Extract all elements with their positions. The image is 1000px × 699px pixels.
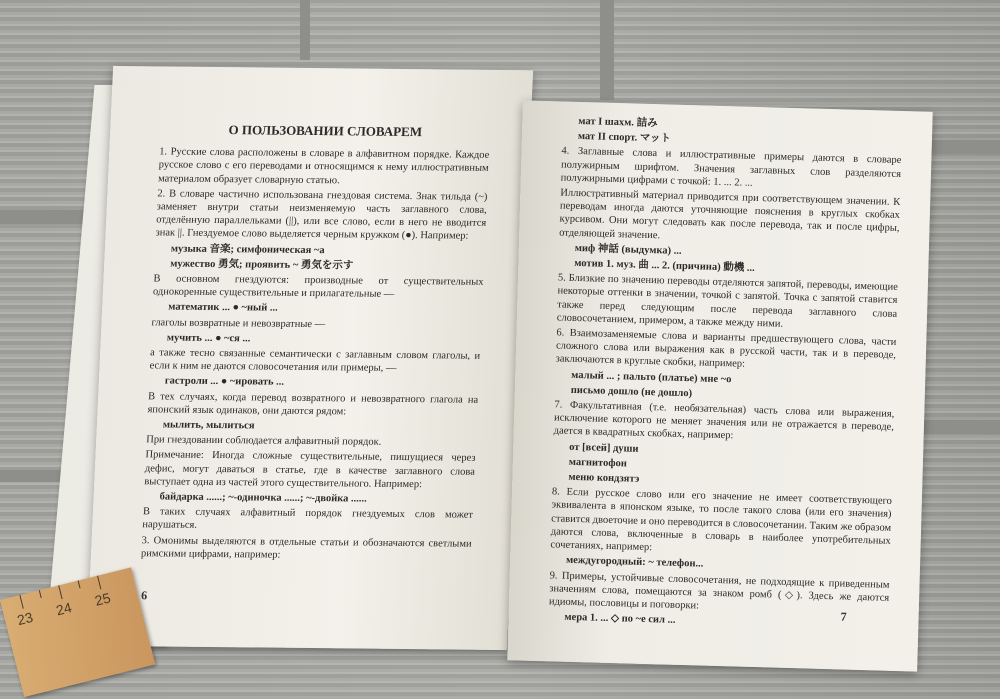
- paragraph: 5. Близкие по значению переводы отделяются запятой, переводы, имеющие некоторые оттенки в значении, точкой с запятой. Точка с запятой ставится также перед следующим после перевода заглавного слова словосочетанием, примером, а также между ними.: [556, 272, 898, 330]
- page-number: 7: [840, 609, 847, 624]
- left-page-text: [141, 66, 493, 565]
- paragraph: Примечание: Иногда сложные существительные, пишущиеся через дефис, могут даваться в статье, где в качестве заглавного слова выступает одна из частей этого существительного. Например:: [144, 449, 476, 491]
- right-page-text: [548, 113, 902, 635]
- paragraph: 6. Взаимозаменяемые слова и варианты предшествующего слова, части сложного слова или выражения как в русской части, так и в переводе, заключаются в круглые скобки, например:: [555, 327, 897, 371]
- paragraph: При гнездовании соблюдается алфавитный порядок.: [145, 434, 382, 449]
- mortar-line: [300, 0, 310, 60]
- paragraph: 3. Омонимы выделяются в отдельные статьи и обозначаются светлыми римскими цифрами, например:: [140, 534, 472, 561]
- paragraph: 4. Заглавные слова и иллюстративные примеры даются в словаре полужирным шрифтом. Значения заглавных слов разделяются полужирными цифрами с точкой: 1. ... 2. ...: [560, 145, 902, 189]
- right-page: [507, 100, 932, 671]
- ruler-tick: [97, 576, 101, 590]
- paragraph: а также тесно связанные семантически с заглавным словом глаголы, и если к ним не даются словосочетания или примеры, —: [149, 347, 481, 375]
- example-entry: мерa 1. ... ◇ по ~е сил ...: [564, 611, 676, 626]
- example-entry: междугородный: ~ телефон...: [565, 555, 704, 570]
- page-number: 6: [140, 588, 148, 603]
- paragraph: В тех случаях, когда перевод возвратного и невозвратного глагола на японский язык одинаков, они даются рядом:: [147, 390, 479, 418]
- example-entry: гастроли ... ● ~ировать ...: [164, 375, 285, 389]
- paragraph: глаголы возвратные и невозвратные —: [151, 316, 326, 330]
- example-entry: байдарка ......; ~-одиночка ......; ~-двойка ......: [159, 491, 367, 505]
- example-entry: мучить ... ● ~ся ...: [166, 332, 251, 345]
- example-entry: мат I шахм. 詰み: [578, 115, 658, 130]
- example-entry: миф 神話 (выдумка) ...: [574, 242, 682, 257]
- ruler-tick: [39, 590, 42, 598]
- ruler-number: 23: [15, 608, 35, 629]
- mortar-line: [920, 420, 1000, 434]
- paragraph: В основном гнездуются: производные от существительных однокоренные существительные и прилагательные —: [152, 273, 484, 301]
- mortar-line: [600, 0, 614, 100]
- example-entry: меню кондзятэ: [568, 471, 640, 485]
- example-entry: математик ... ● ~ный ...: [167, 301, 279, 315]
- example-entry: мужество 勇気; проявить ~ 勇気を示す: [169, 258, 354, 272]
- paragraph: 8. Если русское слово или его значение не имеет соответствующего эквивалента в японском языке, то после такого слова (или его значения) ставится двоеточие и оно переводится в словосочетании. Таким же образом даются слова, включенные в словарь в наиболее употребительных сочетаниях, например:: [550, 486, 892, 554]
- example-entry: мат II спорт. マット: [577, 131, 672, 145]
- page-heading: О ПОЛЬЗОВАНИИ СЛОВАРЕМ: [228, 122, 423, 140]
- example-entry: малый ... ; пальто (платье) мне ~о: [571, 369, 732, 385]
- ruler-tick: [19, 595, 23, 609]
- left-page: [87, 66, 533, 650]
- paragraph: 9. Примеры, устойчивые словосочетания, не подходящие к приведенным значениям слова, помещаются за знаком ромб (◇). Здесь же даются идиомы, пословицы и поговорки:: [548, 569, 890, 612]
- example-entry: музыка 音楽; симфоническая ~а: [170, 243, 325, 256]
- paragraph: Иллюстративный материал приводится при соответствующем значении. К переводам иногда даются уточняющие пояснения в круглых скобках курсивом. Они могут следовать как после перевода, так и после цифры, отделяющей значение.: [559, 187, 901, 241]
- example-entry: магнитофон: [568, 456, 627, 470]
- example-entry: мылить, мылиться: [162, 419, 255, 432]
- ruler-number: 25: [93, 589, 113, 609]
- ruler-tick: [78, 580, 81, 588]
- ruler-tick: [58, 585, 62, 599]
- paragraph: 2. В словаре частично использована гнездовая система. Знак тильда (~) заменяет внутри статьи неизменяемую часть заглавного слова, отделённую параллельками (||), или все слово, если в него не вводится знак ||. Гнездуемое слово выделяется черным кружком (●). Например:: [155, 188, 488, 243]
- example-entry: от [всей] души: [569, 441, 639, 455]
- paragraph: 1. Русские слова расположены в словаре в алфавитном порядке. Каждое русское слово с его переводами и относящимся к нему иллюстративным материалом образует словарную статью.: [157, 146, 490, 186]
- example-entry: письмо дошло (не дошло): [570, 384, 693, 400]
- example-entry: мотив 1. муз. 曲 ... 2. (причина) 動機 ...: [574, 257, 755, 274]
- paragraph: В таких случаях алфавитный порядок гнездуемых слов может нарушаться.: [142, 506, 474, 532]
- ruler-number: 24: [54, 599, 74, 619]
- paragraph: 7. Факультативная (т.е. необязательная) часть слова или выражения, исключение которого не меняет значения или не отражается в переводе, дается в квадратных скобках, например:: [553, 399, 895, 442]
